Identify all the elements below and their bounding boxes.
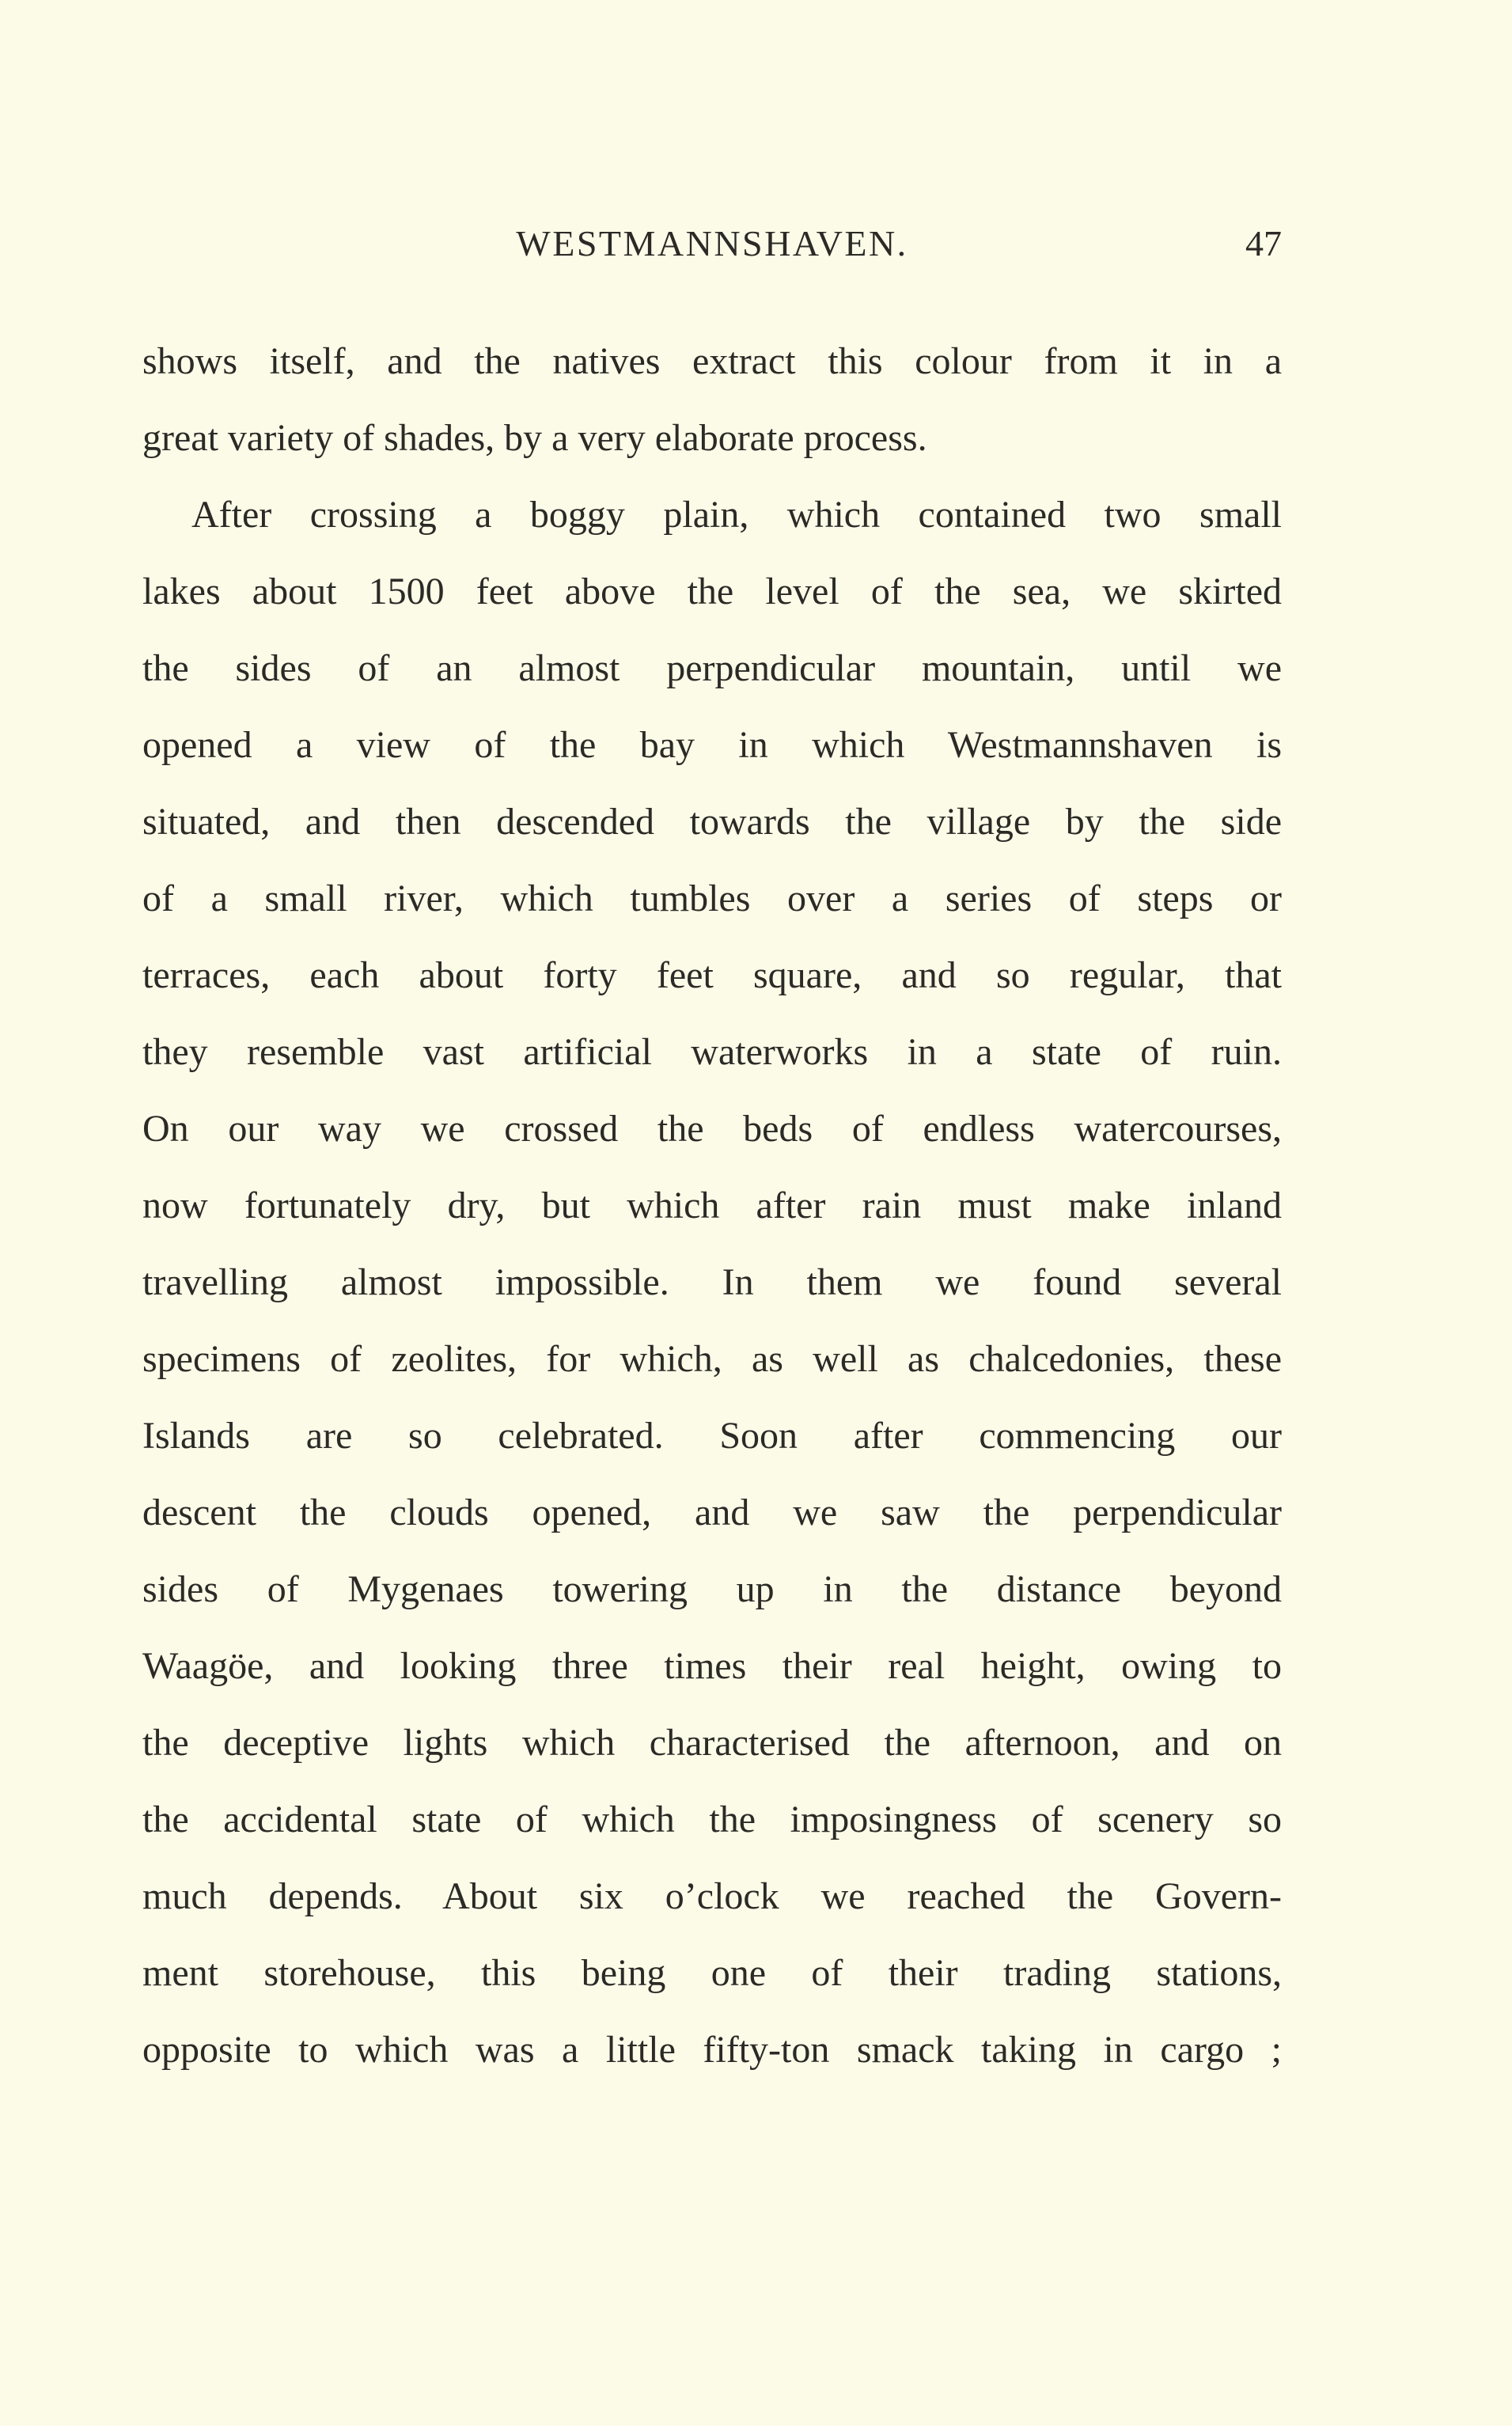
body-text <box>142 323 1282 2088</box>
text-line: shows itself, and the natives extract this colour from it in a <box>142 340 1282 382</box>
text-line: terraces, each about forty feet square, and so regular, that <box>142 954 1282 996</box>
text-line: the sides of an almost perpendicular mountain, until we <box>142 647 1282 689</box>
text-line: now fortunately dry, but which after rain must make inland <box>142 1185 1282 1226</box>
text-line: the accidental state of which the imposingness of scenery so <box>142 1799 1282 1840</box>
text-line: After crossing a boggy plain, which contained two small <box>191 494 1282 536</box>
text-line: of a small river, which tumbles over a series of steps or <box>142 878 1282 919</box>
page-number: 47 <box>1245 223 1282 263</box>
text-line: ment storehouse, this being one of their trading stations, <box>142 1952 1282 1994</box>
running-head <box>142 212 1282 275</box>
text-line: travelling almost impossible. In them we found several <box>142 1261 1282 1303</box>
text-line: sides of Mygenaes towering up in the distance beyond <box>142 1568 1282 1610</box>
text-line: On our way we crossed the beds of endless watercourses, <box>142 1108 1282 1150</box>
text-line: much depends. About six o’clock we reached the Govern- <box>142 1875 1282 1917</box>
text-line: specimens of zeolites, for which, as well as chalcedonies, these <box>142 1338 1282 1380</box>
text-line: Waagöe, and looking three times their real height, owing to <box>142 1645 1282 1687</box>
text-line: Islands are so celebrated. Soon after commencing our <box>142 1415 1282 1457</box>
text-line: opened a view of the bay in which Westmannshaven is <box>142 724 1282 766</box>
text-line: lakes about 1500 feet above the level of the sea, we skirted <box>142 570 1282 612</box>
text-line: opposite to which was a little fifty-ton smack taking in cargo ; <box>142 2029 1282 2071</box>
text-line: they resemble vast artificial waterworks in a state of ruin. <box>142 1031 1282 1073</box>
text-line: great variety of shades, by a very elaborate process. <box>142 417 927 459</box>
text-line: situated, and then descended towards the village by the side <box>142 801 1282 843</box>
text-line: the deceptive lights which characterised the afternoon, and on <box>142 1722 1282 1764</box>
running-title: WESTMANNSHAVEN. <box>516 223 908 263</box>
text-line: descent the clouds opened, and we saw the perpendicular <box>142 1492 1282 1533</box>
